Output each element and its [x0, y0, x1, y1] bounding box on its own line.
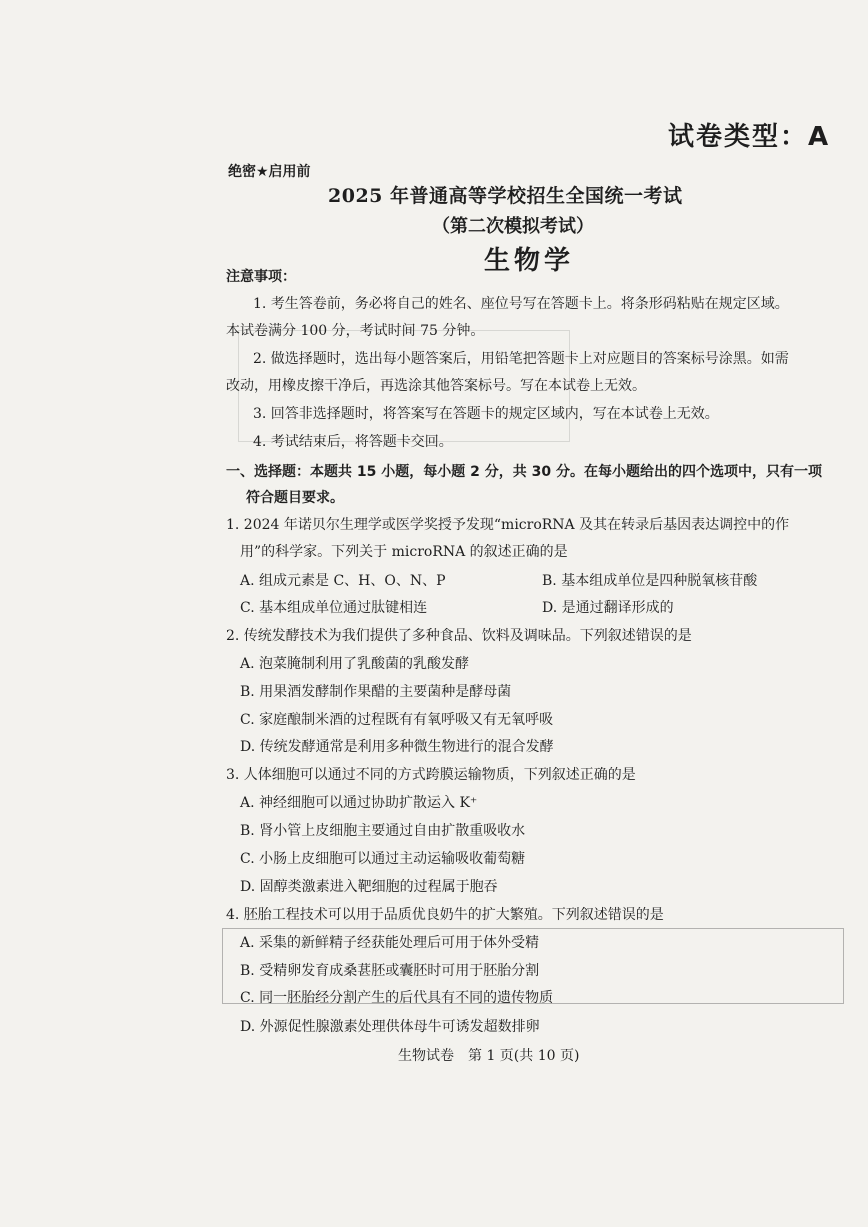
section-heading: 一、选择题：本题共 15 小题，每小题 2 分，共 30 分。在每小题给出的四个选项中，只有一项	[226, 464, 822, 480]
page-footer: 生物试卷 第 1 页(共 10 页)	[398, 1048, 580, 1064]
notice-line: 3. 回答非选择题时，将答案写在答题卡的规定区域内，写在本试卷上无效。	[253, 406, 719, 422]
subject-title: 生物学	[484, 246, 575, 276]
question-4-stem: 4. 胚胎工程技术可以用于品质优良奶牛的扩大繁殖。下列叙述错误的是	[226, 907, 664, 923]
question-1-option-c: C. 基本组成单位通过肽键相连	[240, 600, 428, 616]
question-3-option-d: D. 固醇类激素进入靶细胞的过程属于胞吞	[240, 879, 498, 895]
question-4-option-b: B. 受精卵发育成桑葚胚或囊胚时可用于胚胎分割	[240, 963, 540, 979]
question-2-option-a: A. 泡菜腌制利用了乳酸菌的乳酸发酵	[240, 656, 470, 672]
question-2-option-c: C. 家庭酿制米酒的过程既有有氧呼吸又有无氧呼吸	[240, 712, 554, 728]
notice-line: 1. 考生答卷前，务必将自己的姓名、座位号写在答题卡上。将条形码粘贴在规定区域。	[253, 296, 789, 312]
exam-subtitle: （第二次模拟考试）	[432, 216, 594, 237]
question-4-option-d: D. 外源促性腺激素处理供体母牛可诱发超数排卵	[240, 1019, 540, 1035]
section-heading-cont: 符合题目要求。	[246, 490, 344, 506]
notice-line: 2. 做选择题时，选出每小题答案后，用铅笔把答题卡上对应题目的答案标号涂黑。如需	[253, 351, 789, 367]
question-3-stem: 3. 人体细胞可以通过不同的方式跨膜运输物质，下列叙述正确的是	[226, 767, 636, 783]
question-4-option-c: C. 同一胚胎经分割产生的后代具有不同的遗传物质	[240, 990, 554, 1006]
notice-line: 4. 考试结束后，将答题卡交回。	[253, 434, 453, 450]
notice-line: 改动，用橡皮擦干净后，再选涂其他答案标号。写在本试卷上无效。	[226, 378, 646, 394]
question-1-option-d: D. 是通过翻译形成的	[542, 600, 674, 616]
question-4-option-a: A. 采集的新鲜精子经获能处理后可用于体外受精	[240, 935, 540, 951]
paper-type: 试卷类型：A	[668, 122, 831, 152]
notice-title: 注意事项：	[226, 269, 296, 285]
question-3-option-a: A. 神经细胞可以通过协助扩散运入 K⁺	[240, 795, 478, 811]
question-2-stem: 2. 传统发酵技术为我们提供了多种食品、饮料及调味品。下列叙述错误的是	[226, 628, 692, 644]
confidential-mark: 绝密★启用前	[228, 164, 311, 180]
question-1-stem-cont: 用”的科学家。下列关于 microRNA 的叙述正确的是	[240, 544, 568, 560]
exam-title: 2025 年普通高等学校招生全国统一考试	[328, 185, 683, 207]
question-1-option-b: B. 基本组成单位是四种脱氧核苷酸	[542, 573, 758, 589]
question-1-option-a: A. 组成元素是 C、H、O、N、P	[240, 573, 446, 589]
question-3-option-b: B. 肾小管上皮细胞主要通过自由扩散重吸收水	[240, 823, 526, 839]
question-1-stem: 1. 2024 年诺贝尔生理学或医学奖授予发现“microRNA 及其在转录后基因表达调控中的作	[226, 517, 790, 533]
question-3-option-c: C. 小肠上皮细胞可以通过主动运输吸收葡萄糖	[240, 851, 526, 867]
notice-line: 本试卷满分 100 分，考试时间 75 分钟。	[226, 323, 485, 339]
question-2-option-b: B. 用果酒发酵制作果醋的主要菌种是酵母菌	[240, 684, 512, 700]
question-2-option-d: D. 传统发酵通常是利用多种微生物进行的混合发酵	[240, 739, 554, 755]
